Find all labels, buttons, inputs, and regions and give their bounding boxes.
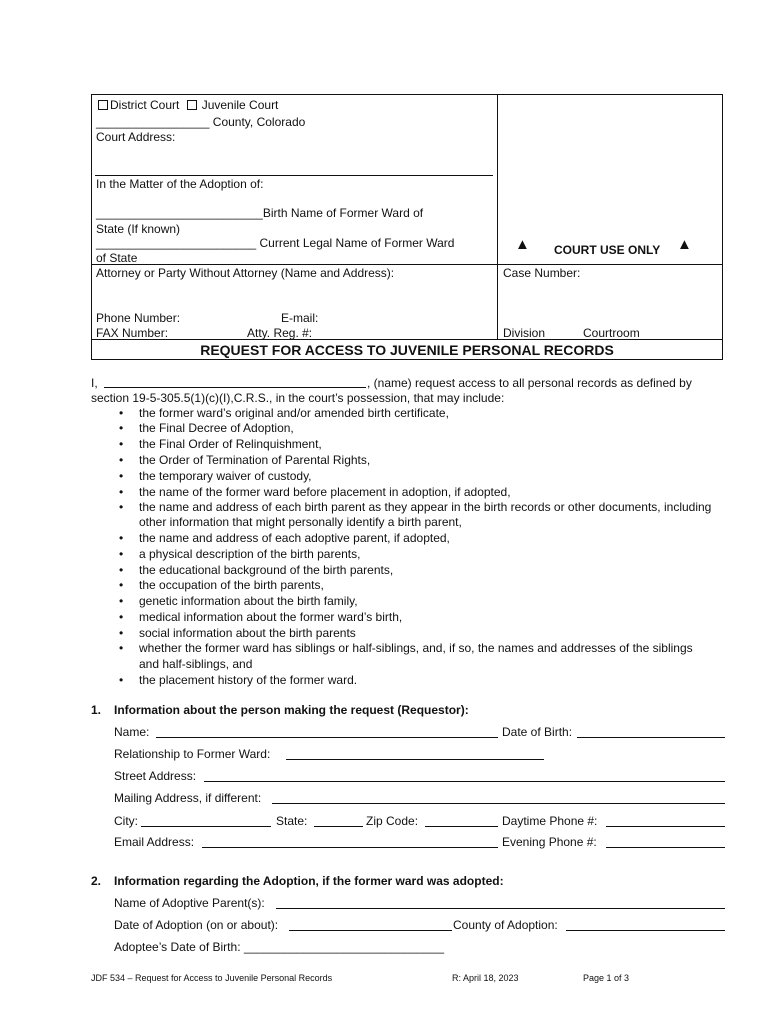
section2-number: 2. [91,874,102,888]
list-item: the Final Decree of Adoption, [139,421,294,435]
court-use-only-label: COURT USE ONLY [554,243,661,257]
current-name-line: ________________________ Current Legal Name of Former Ward [96,236,455,250]
requestor-name-line[interactable] [104,387,366,388]
list-item: the name and address of each birth parent as they appear in the birth records or other documents, including [139,500,712,514]
bullet: • [119,626,124,640]
bullet: • [119,610,124,624]
day-phone-label: Daytime Phone #: [502,814,598,828]
birth-name-line: _________________________Birth Name of Former Ward of [96,206,424,220]
date-adoption-field[interactable] [289,930,452,931]
state-if-known: State (If known) [96,222,181,236]
bullet: • [119,641,124,655]
bullet: • [119,594,124,608]
list-item: the placement history of the former ward. [139,673,358,687]
zip-field[interactable] [425,826,498,827]
juvenile-court-checkbox[interactable] [187,100,197,110]
day-phone-field[interactable] [606,826,725,827]
list-item: medical information about the former ward’s birth, [139,610,403,624]
mailing-label: Mailing Address, if different: [114,791,262,805]
adoptive-parents-field[interactable] [276,908,725,909]
triangle-left-icon: ▲ [515,236,530,253]
courtroom-label: Courtroom [583,326,640,340]
state-label: State: [276,814,308,828]
list-item-continued: other information that might personally identify a birth parent, [139,515,462,529]
bullet: • [119,547,124,561]
section1-heading: Information about the person making the request (Requestor): [114,703,469,717]
bullet: • [119,578,124,592]
footer-revised: R: April 18, 2023 [452,973,519,983]
list-item: the educational background of the birth parents, [139,563,394,577]
footer-form-id: JDF 534 – Request for Access to Juvenile Personal Records [91,973,333,983]
eve-phone-label: Evening Phone #: [502,835,597,849]
relationship-label: Relationship to Former Ward: [114,747,271,761]
name-label: Name: [114,725,150,739]
list-item: the Order of Termination of Parental Rights, [139,453,371,467]
caption-vertical-divider [497,94,498,340]
footer-page-number: Page 1 of 3 [583,973,630,983]
bullet: • [119,563,124,577]
of-state-label: of State [96,251,138,265]
mailing-field[interactable] [272,803,725,804]
section1-number: 1. [91,703,102,717]
adoptee-dob-label: Adoptee’s Date of Birth: ______________________________ [114,940,445,954]
list-item: a physical description of the birth parents, [139,547,361,561]
case-number-label: Case Number: [503,266,581,280]
street-label: Street Address: [114,769,197,783]
list-item: social information about the birth parents [139,626,356,640]
division-label: Division [503,326,546,340]
bullet: • [119,469,124,483]
bullet: • [119,406,124,420]
list-item: the name and address of each adoptive parent, if adopted, [139,531,450,545]
email-label: E-mail: [281,311,319,325]
bullet: • [119,673,124,687]
bullet: • [119,421,124,435]
bullet: • [119,485,124,499]
list-item: the occupation of the birth parents, [139,578,324,592]
bullet: • [119,500,124,514]
city-field[interactable] [141,826,271,827]
county-adoption-label: County of Adoption: [453,918,558,932]
dob-label: Date of Birth: [502,725,573,739]
phone-label: Phone Number: [96,311,181,325]
list-item: the Final Order of Relinquishment, [139,437,322,451]
district-court-label: District Court [110,98,180,112]
intro-line1: , (name) request access to all personal records as defined by [367,376,692,390]
list-item-continued: and half-siblings, and [139,657,253,671]
triangle-right-icon: ▲ [677,236,692,253]
section2-heading: Information regarding the Adoption, if the former ward was adopted: [114,874,504,888]
county-adoption-field[interactable] [566,930,725,931]
street-field[interactable] [204,781,725,782]
list-item: the former ward’s original and/or amended birth certificate, [139,406,449,420]
zip-label: Zip Code: [366,814,419,828]
intro-i: I, [91,376,98,390]
list-item: genetic information about the birth family, [139,594,358,608]
intro-line2: section 19-5-305.5(1)(c)(I),C.R.S., in the court’s possession, that may include: [91,391,505,405]
dob-field[interactable] [577,737,725,738]
adoptive-parents-label: Name of Adoptive Parent(s): [114,896,265,910]
list-item: the temporary waiver of custody, [139,469,312,483]
state-field[interactable] [314,826,363,827]
city-label: City: [114,814,138,828]
atty-reg-label: Atty. Reg. #: [247,326,313,340]
bullet: • [119,437,124,451]
caption-party-divider [95,175,493,176]
email-address-label: Email Address: [114,835,195,849]
county-line: _________________ County, Colorado [96,115,306,129]
list-item: whether the former ward has siblings or half-siblings, and, if so, the names and addresses of the siblings [139,641,693,655]
email-address-field[interactable] [202,847,498,848]
eve-phone-field[interactable] [606,847,725,848]
name-field[interactable] [156,737,498,738]
district-court-checkbox[interactable] [98,100,108,110]
caption-attorney-divider [91,264,723,265]
list-item: the name of the former ward before placement in adoption, if adopted, [139,485,511,499]
bullet: • [119,453,124,467]
bullet: • [119,531,124,545]
relationship-field[interactable] [286,759,544,760]
court-address-label: Court Address: [96,130,176,144]
fax-label: FAX Number: [96,326,169,340]
juvenile-court-label: Juvenile Court [201,98,279,112]
attorney-label: Attorney or Party Without Attorney (Name and Address): [96,266,395,280]
page-title: REQUEST FOR ACCESS TO JUVENILE PERSONAL RECORDS [200,342,614,358]
court-type-row [98,98,278,112]
matter-label: In the Matter of the Adoption of: [96,177,264,191]
date-adoption-label: Date of Adoption (on or about): [114,918,279,932]
